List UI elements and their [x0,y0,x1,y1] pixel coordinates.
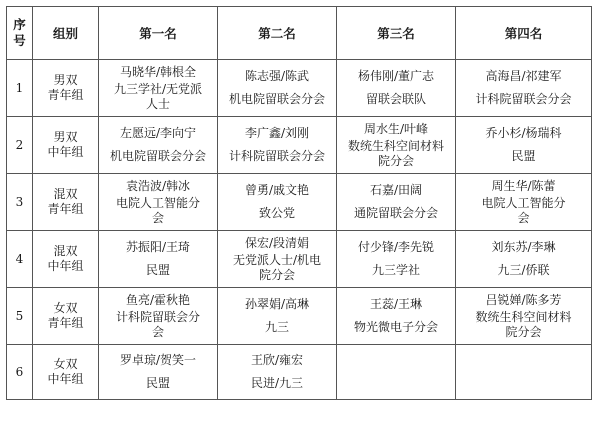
place-3-cell [337,174,456,231]
organization [218,206,336,221]
organization-line: 民盟 [145,263,170,277]
group-cell [33,231,99,288]
header-seq-line: 序 [13,17,26,32]
organization [99,263,217,278]
place-2-cell [218,345,337,400]
place-2-cell [218,60,337,117]
header-group: 组别 [33,7,99,60]
organization [99,82,217,112]
place-1-cell [99,345,218,400]
organization [337,139,455,169]
place-1-cell [99,174,218,231]
header-seq [7,7,33,60]
player-names: 杨伟刚/董广志 [357,69,435,83]
group-label: 青年组 [47,316,84,330]
organization-line: 民进/九三 [250,376,304,390]
player-names: 左愿远/李向宁 [119,126,197,140]
organization-line: 电院人工智能分 [115,195,200,210]
place-4-cell [456,60,592,117]
player-names: 周生华/陈蕾 [491,178,556,193]
header-seq-line: 号 [13,33,26,48]
place-4-cell [456,117,592,174]
organization [456,310,591,340]
place-3-cell [337,288,456,345]
organization-line: 机电院留联会分会 [228,92,325,106]
group-label: 中年组 [47,145,84,159]
organization-line: 数统生科空间材料 [347,138,444,153]
organization-line: 院分会 [505,324,542,339]
organization-line: 会 [151,324,164,339]
organization-line: 院分会 [377,153,414,168]
organization [218,92,336,107]
organization [218,253,336,283]
player-names: 王蕊/王琳 [369,297,423,311]
organization [456,92,591,107]
place-1-cell [99,288,218,345]
group-cell [33,60,99,117]
organization [218,149,336,164]
place-3-cell [337,60,456,117]
organization-line: 留联会联队 [365,92,426,106]
player-names: 周水生/叶峰 [363,121,429,136]
place-3-cell [337,345,456,400]
group-label: 女双 [53,301,78,315]
player-names: 保宏/段清娟 [244,235,310,250]
place-2-cell [218,231,337,288]
place-1-cell [99,117,218,174]
group-cell [33,288,99,345]
organization [456,149,591,164]
player-names: 付少锋/李先锐 [357,240,435,254]
group-label: 女双 [53,357,78,371]
player-names: 高海昌/祁建军 [485,69,562,83]
group-label: 男双 [53,73,78,87]
place-4-cell [456,345,592,400]
organization-line: 九三 [264,320,289,334]
organization-line: 计科院留联会分会 [475,92,572,106]
player-names: 李广鑫/刘刚 [244,126,310,140]
organization-line: 电院人工智能分 [481,195,566,210]
place-1-cell [99,231,218,288]
place-4-cell [456,231,592,288]
organization [99,376,217,391]
table-row [7,117,592,174]
row-index: 2 [7,117,33,174]
player-names: 乔小杉/杨瑞科 [485,126,562,140]
group-label: 中年组 [47,372,84,386]
place-2-cell [218,117,337,174]
organization-line: 计科院留联会分 [115,309,200,324]
header-first: 第一名 [99,7,218,60]
results-table [6,6,592,400]
row-index: 1 [7,60,33,117]
place-2-cell [218,174,337,231]
player-names: 罗卓琼/贺笑一 [119,353,197,367]
player-names: 王欣/雍宏 [250,353,304,367]
player-names: 马晓华/韩根全 [119,64,197,79]
row-index: 5 [7,288,33,345]
organization-line: 计科院留联会分会 [228,149,325,163]
organization [99,310,217,340]
organization-line: 通院留联会分会 [353,206,438,220]
group-cell [33,345,99,400]
row-index: 4 [7,231,33,288]
organization-line: 物光微电子分会 [353,320,438,334]
player-names: 苏振阳/王琦 [125,240,191,254]
group-label: 混双 [53,244,78,258]
organization-line: 民盟 [145,376,170,390]
organization [218,376,336,391]
place-1-cell [99,60,218,117]
organization-line: 会 [151,210,164,225]
organization [218,320,336,335]
organization-line: 九三/侨联 [497,263,550,277]
organization [456,263,591,278]
organization [99,196,217,226]
organization-line: 无党派人士/机电 [232,252,322,267]
table-row [7,174,592,231]
player-names: 袁浩波/韩冰 [125,178,191,193]
player-names: 孙翠娟/高琳 [244,297,310,311]
row-index: 6 [7,345,33,400]
place-2-cell [218,288,337,345]
player-names: 鱼亮/霍秋艳 [125,292,191,307]
organization [337,263,455,278]
group-cell [33,117,99,174]
organization-line: 九三学社/无党派 [113,81,203,96]
organization [337,320,455,335]
organization [337,206,455,221]
player-names: 石嘉/田阔 [369,183,423,197]
organization [99,149,217,164]
table-row [7,60,592,117]
group-label: 青年组 [47,202,84,216]
organization-line: 院分会 [258,267,295,282]
organization-line: 机电院留联会分会 [109,149,206,163]
organization-line: 数统生科空间材料 [475,309,572,324]
header-second: 第二名 [218,7,337,60]
table-body [7,60,592,400]
group-label: 青年组 [47,88,84,102]
organization-line: 人士 [145,96,170,111]
table-row [7,288,592,345]
group-cell [33,174,99,231]
player-names: 刘东苏/李琳 [491,240,556,254]
organization [456,196,591,226]
group-label: 混双 [53,187,78,201]
table-row [7,345,592,400]
organization-line: 民盟 [511,149,536,163]
place-4-cell [456,174,592,231]
place-3-cell [337,117,456,174]
organization-line: 致公党 [258,206,295,220]
player-names: 陈志强/陈武 [244,69,310,83]
organization-line: 会 [517,210,530,225]
place-3-cell [337,231,456,288]
organization [337,92,455,107]
player-names: 曾勇/戚文艳 [244,183,310,197]
organization-line: 九三学社 [371,263,420,277]
table-row [7,231,592,288]
player-names: 吕锐婵/陈多芳 [485,292,562,307]
group-label: 男双 [53,130,78,144]
header-fourth: 第四名 [456,7,592,60]
place-4-cell [456,288,592,345]
header-row [7,7,592,60]
group-label: 中年组 [47,259,84,273]
row-index: 3 [7,174,33,231]
header-third: 第三名 [337,7,456,60]
